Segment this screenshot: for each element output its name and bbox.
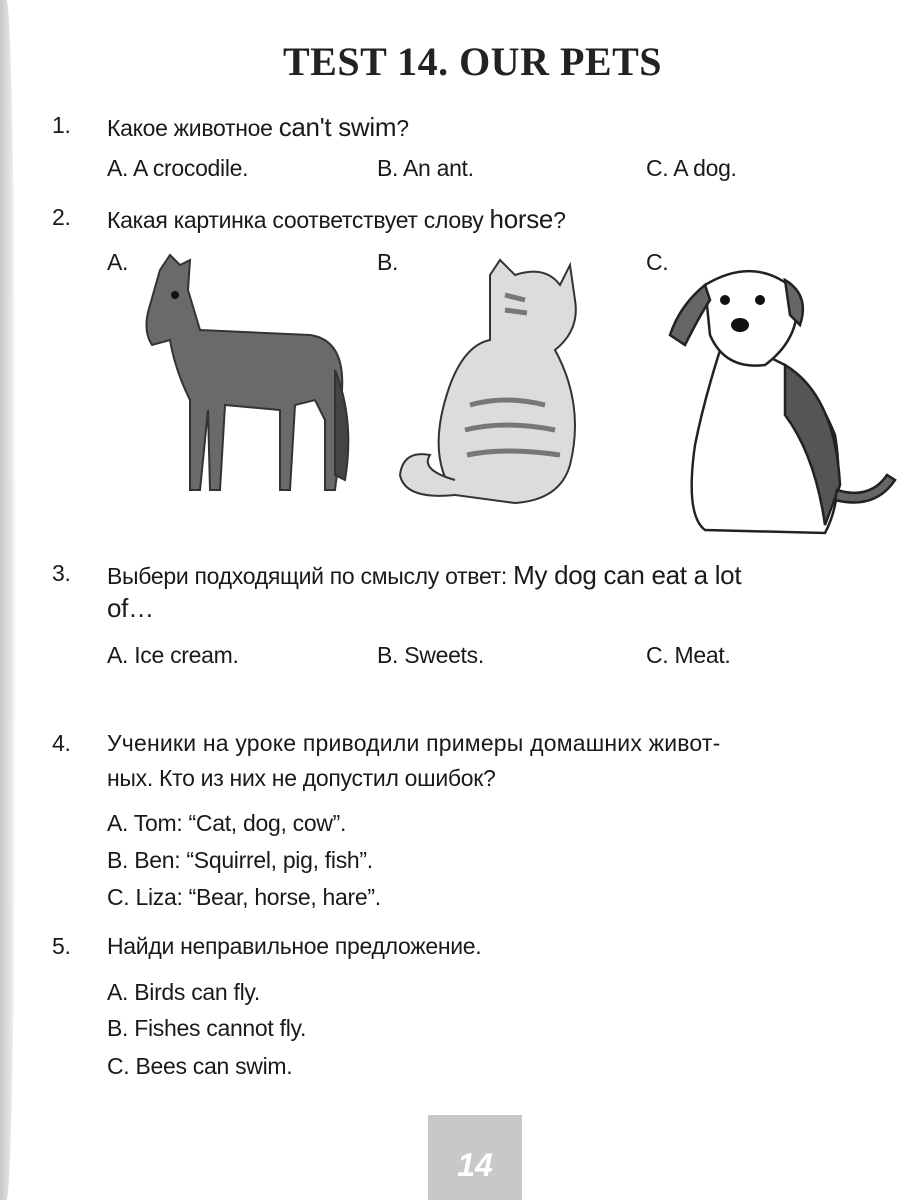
question-1-option-c: C. A dog. [646,155,737,181]
horse-image [130,250,360,530]
question-3-number: 3. [52,560,71,586]
question-5-option-c: C. Bees can swim. [107,1053,293,1079]
question-4-text-line2: ных. Кто из них не допустил ошибок? [107,765,496,791]
question-5-text: Найди неправильное предложение. [107,933,482,959]
question-5-option-a: A. Birds can fly. [107,979,260,1005]
question-1-option-a: A. A crocodile. [107,155,249,181]
page-number: 14 [457,1147,493,1183]
question-2-option-a: A. [107,249,129,275]
question-5-number: 5. [52,933,71,959]
question-2-option-b: B. [377,249,399,275]
question-1-number: 1. [52,112,71,138]
question-3-option-c: C. Meat. [646,642,731,668]
page-edge-shadow [0,0,16,1200]
dog-image [665,255,900,545]
question-4-text-line1: Ученики на уроке приводили примеры домашних живот- [107,730,721,756]
page-number-box [428,1115,522,1200]
question-2-number: 2. [52,204,71,230]
question-4-number: 4. [52,730,71,756]
question-4-option-c: C. Liza: “Bear, horse, hare”. [107,884,381,910]
question-5-option-b: B. Fishes cannot fly. [107,1015,307,1041]
question-3-text: Выбери подходящий по смыслу ответ: My dog can eat a lot [107,560,742,590]
cat-image [395,255,605,525]
question-1-text: Какое животное can't swim? [107,112,409,142]
question-3-option-a: A. Ice cream. [107,642,239,668]
question-4-option-a: A. Tom: “Cat, dog, cow”. [107,810,347,836]
question-3-option-b: B. Sweets. [377,642,484,668]
question-4-option-b: B. Ben: “Squirrel, pig, fish”. [107,847,373,873]
question-3-text-line2: of… [107,593,154,623]
question-2-text: Какая картинка соответствует слову horse? [107,204,566,234]
question-1-option-b: B. An ant. [377,155,474,181]
page-title: TEST 14. OUR PETS [283,39,662,84]
question-2-option-c: C. [646,249,669,275]
